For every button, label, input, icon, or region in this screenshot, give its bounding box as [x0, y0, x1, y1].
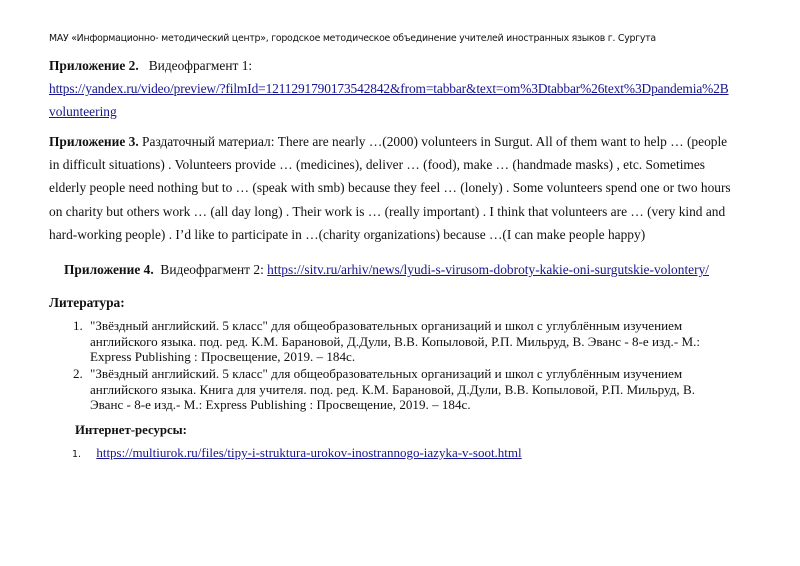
appendix-4-title: Видеофрагмент 2: [160, 262, 264, 277]
video-1-link-continuation[interactable]: volunteering [49, 104, 117, 119]
multiurok-link[interactable]: https://multiurok.ru/files/tipy-i-struktura-urokov-inostrannogo-iazyka-v-soot.html [96, 445, 522, 460]
page-header: МАУ «Информационно- методический центр», городское методическое объединение учителей иностранных языков г. Сургута [49, 33, 656, 44]
list-number: 2. [73, 366, 83, 381]
appendix-3-handout [49, 130, 769, 246]
handout-line: on charity but others work … (all day long) . Their work is … (really important) . I think that volunteers are … (very kind and [49, 203, 726, 219]
appendix-4 [64, 262, 709, 278]
handout-line: elderly people need nothing but to … (speak with smb) because they feel … (lonely) . Some volunteers spend one or two hours [49, 180, 731, 196]
list-number: 1. [72, 449, 82, 460]
literature-heading: Литература: [49, 295, 125, 310]
appendix-2 [49, 58, 252, 74]
literature-item-1: 1. "Звёздный английский. 5 класс" для общеобразовательных организаций и школ с углублённым изучением английского языка. под. ред. К.М. Барановой, Д.Дули, В.В. Копыловой, Р.П. Мильруд, В. Эванс - 8-е изд.- М.: Express Publishing : Просвещение, 2019. – 184с. [73, 318, 701, 365]
internet-resource-item-1 [72, 445, 522, 461]
handout-line: in difficult situations) . Volunteers provide … (medicines), deliver … (food), make … (handmade masks) , etc. Sometimes [49, 157, 705, 173]
appendix-3-label: Приложение 3. [49, 134, 139, 149]
appendix-2-title: Видеофрагмент 1: [148, 58, 253, 73]
video-2-link[interactable]: https://sitv.ru/arhiv/news/lyudi-s-virusom-dobroty-kakie-oni-surgutskie-volontery/ [267, 262, 709, 277]
appendix-2-label: Приложение 2. [49, 58, 139, 73]
handout-line: hard-working people) . I’d like to participate in …(charity organizations) because …(I can make people happy) [49, 226, 646, 242]
handout-line: Приложение 3. Раздаточный материал: There are nearly …(2000) volunteers in Surgut. All of them want to help … (people [49, 134, 728, 149]
appendix-4-label: Приложение 4. [64, 262, 154, 277]
video-1-link[interactable]: https://yandex.ru/video/preview/?filmId=1211291790173542842&from=tabbar&text=om%3Dtabbar%26text%3Dpandemia%2B [49, 81, 729, 96]
internet-resources-heading: Интернет-ресурсы: [75, 423, 187, 437]
list-number: 1. [73, 318, 83, 333]
literature-item-2: 2. "Звёздный английский. 5 класс" для общеобразовательных организаций и школ с углублённым изучением английского языка. Книга для учителя. под. ред. К.М. Барановой, Д.Дули, В.В. Копыловой, Р.П. Мильруд, В. Эванс - 8-е изд.- М.: Express Publishing : Просвещение, 2019. – 184с. [73, 366, 695, 413]
